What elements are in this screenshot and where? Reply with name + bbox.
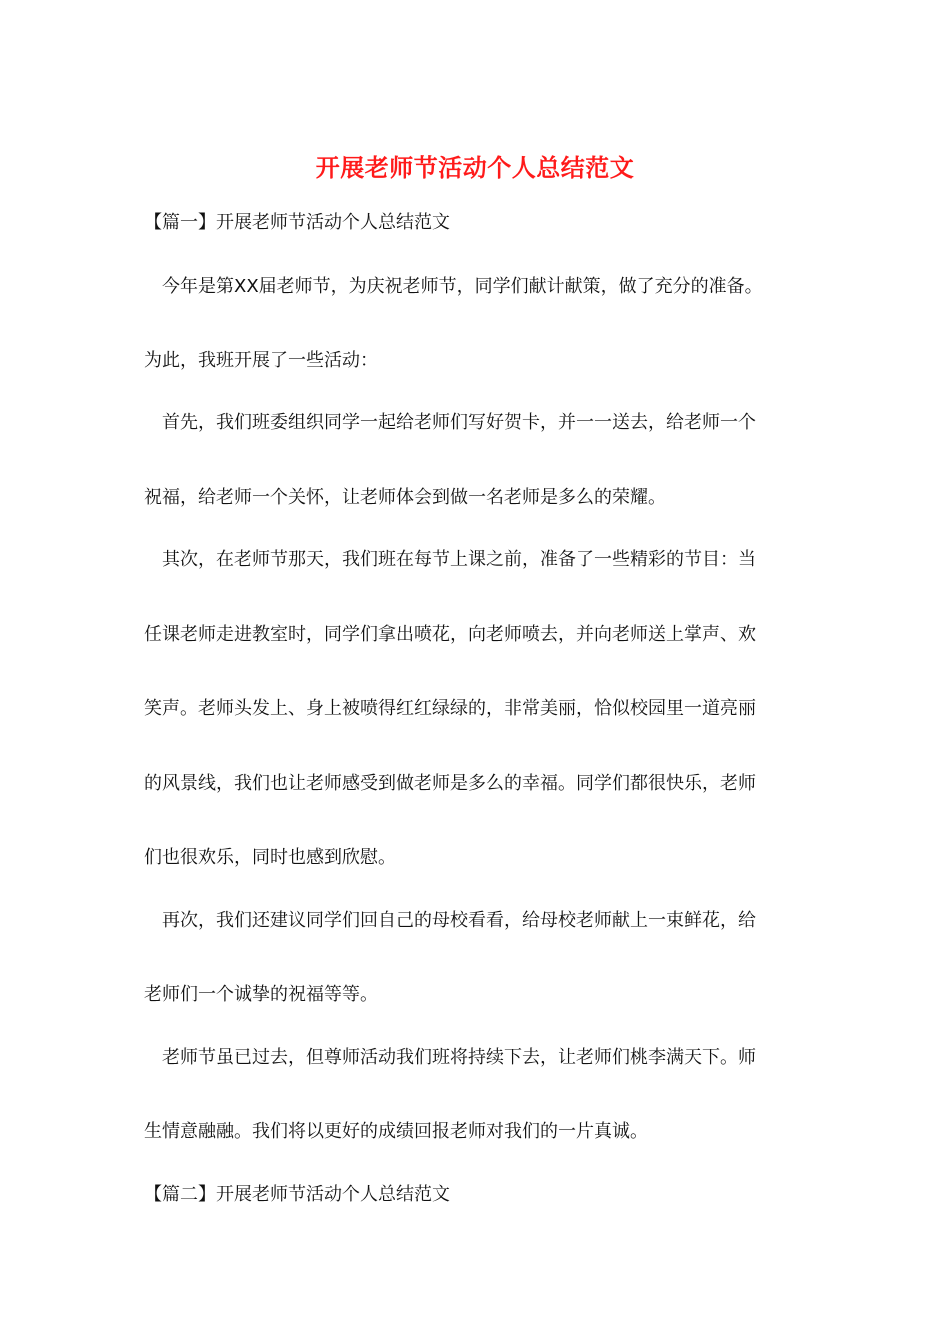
paragraph-line: 为此，我班开展了一些活动：	[144, 350, 378, 371]
section-heading-2: 【篇二】开展老师节活动个人总结范文	[144, 1184, 450, 1205]
paragraph-line: 的风景线，我们也让老师感受到做老师是多么的幸福。同学们都很快乐，老师	[144, 773, 756, 794]
document-title: 开展老师节活动个人总结范文	[315, 153, 635, 182]
paragraph-line: 首先，我们班委组织同学一起给老师们写好贺卡，并一一送去，给老师一个	[162, 412, 756, 433]
paragraph-line: 生情意融融。我们将以更好的成绩回报老师对我们的一片真诚。	[144, 1121, 648, 1142]
paragraph-line: 任课老师走进教室时，同学们拿出喷花，向老师喷去，并向老师送上掌声、欢	[144, 624, 756, 645]
paragraph-line: 其次，在老师节那天，我们班在每节上课之前，准备了一些精彩的节目：当	[162, 549, 756, 570]
paragraph-line: 再次，我们还建议同学们回自己的母校看看，给母校老师献上一束鲜花，给	[162, 910, 756, 931]
paragraph-line: 老师节虽已过去，但尊师活动我们班将持续下去，让老师们桃李满天下。师	[162, 1047, 756, 1068]
paragraph-line: 今年是第XX届老师节，为庆祝老师节，同学们献计献策，做了充分的准备。	[162, 276, 763, 297]
paragraph-line: 祝福，给老师一个关怀，让老师体会到做一名老师是多么的荣耀。	[144, 487, 666, 508]
section-heading-1: 【篇一】开展老师节活动个人总结范文	[144, 212, 450, 233]
paragraph-line: 笑声。老师头发上、身上被喷得红红绿绿的，非常美丽，恰似校园里一道亮丽	[144, 698, 756, 719]
paragraph-line: 们也很欢乐，同时也感到欣慰。	[144, 847, 396, 868]
paragraph-line: 老师们一个诚挚的祝福等等。	[144, 984, 378, 1005]
